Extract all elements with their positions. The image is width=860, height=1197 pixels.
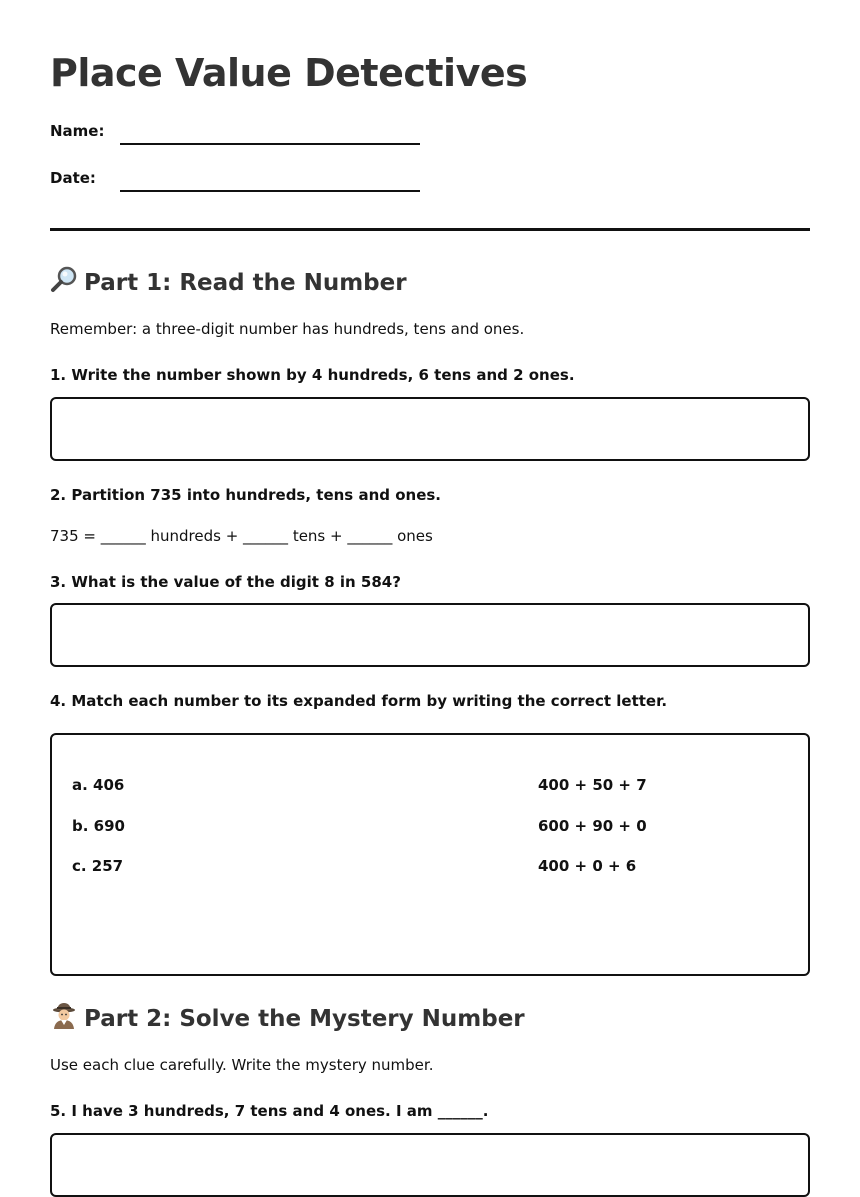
match-left-item: c. 257 [72,857,124,875]
detective-icon [50,1001,78,1037]
magnifying-glass-icon [50,265,78,301]
answer-box-5[interactable] [50,1133,810,1197]
part1-heading-text: Part 1: Read the Number [84,270,407,296]
question-4: 4. Match each number to its expanded form by writing the correct letter. [50,692,668,710]
page-title: Place Value Detectives [50,51,528,95]
question-3: 3. What is the value of the digit 8 in 584? [50,573,401,591]
question-2: 2. Partition 735 into hundreds, tens and ones. [50,486,441,504]
name-label: Name: [50,122,105,140]
question-1: 1. Write the number shown by 4 hundreds, 6 tens and 2 ones. [50,366,575,384]
part2-heading [50,1001,525,1037]
name-input-line[interactable] [120,143,420,145]
date-input-line[interactable] [120,190,420,192]
date-label: Date: [50,169,96,187]
part1-heading [50,265,407,301]
match-left-item: a. 406 [72,776,125,794]
match-right-item: 400 + 0 + 6 [538,857,637,875]
header-divider [50,228,810,231]
question-2-partition-line: 735 = ______ hundreds + ______ tens + ______ ones [50,527,433,545]
date-field [50,169,96,187]
part2-intro: Use each clue carefully. Write the mystery number. [50,1056,434,1074]
question-5: 5. I have 3 hundreds, 7 tens and 4 ones. I am ______. [50,1102,489,1120]
match-left-item: b. 690 [72,817,125,835]
part2-heading-text: Part 2: Solve the Mystery Number [84,1006,525,1032]
answer-box-1[interactable] [50,397,810,461]
part1-intro: Remember: a three-digit number has hundreds, tens and ones. [50,320,525,338]
answer-box-3[interactable] [50,603,810,667]
match-right-item: 600 + 90 + 0 [538,817,647,835]
matching-box [50,733,810,976]
name-field [50,122,104,140]
match-right-item: 400 + 50 + 7 [538,776,647,794]
